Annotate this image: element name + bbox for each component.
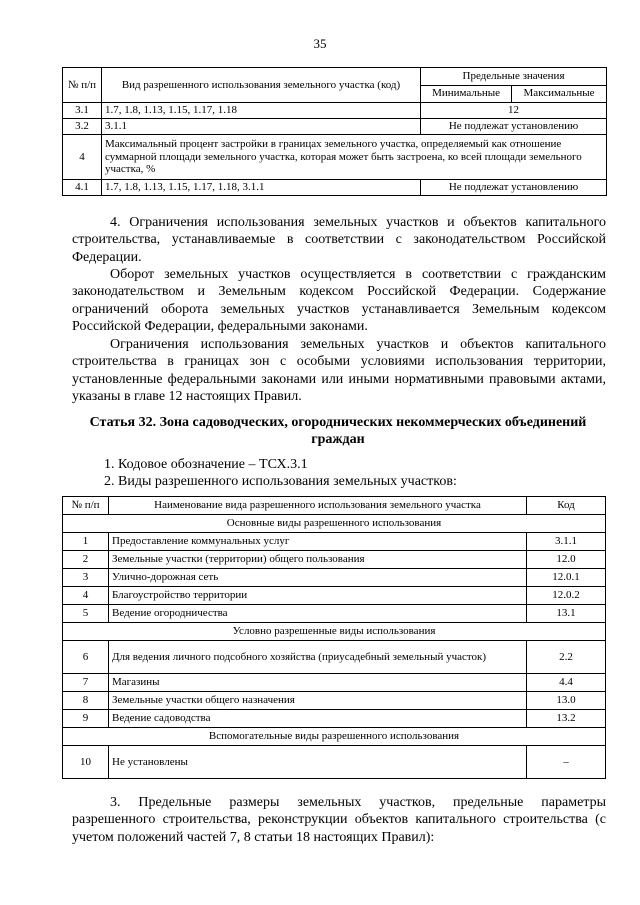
paragraph-turnover: Оборот земельных участков осуществляется в соответствии с гражданским законодательством и Земельным кодексом Российской Федерации. Содержание ограничений оборота земельных участков устанавливается Земельным кодексом Российской Федерации, федеральными законами. [72,267,606,335]
row-value: Не подлежат установлению [421,119,607,135]
row-name: Ведение огородничества [109,605,527,623]
row-type: 3.1.1 [102,119,421,135]
row-type: 1.7, 1.8, 1.13, 1.15, 1.17, 1.18, 3.1.1 [102,180,421,196]
row-num: 5 [63,605,109,623]
row-name: Предоставление коммунальных услуг [109,533,527,551]
row-type: Максимальный процент застройки в границах земельного участка, определяемый как отношение суммарной площади земельного участка, которая может быть застроена, ко всей площади земельного участка, % [102,135,607,180]
row-name: Земельные участки общего назначения [109,692,527,710]
header-type: Вид разрешенного использования земельного участка (код) [102,68,421,103]
row-num: 4 [63,587,109,605]
row-code: 12.0 [527,551,606,569]
table-row [63,692,606,710]
table-row [63,674,606,692]
header-min: Минимальные [421,85,512,103]
row-num: 3.1 [63,103,102,119]
section-title: Вспомогательные виды разрешенного использования [63,728,606,746]
row-name: Магазины [109,674,527,692]
row-type: 1.7, 1.8, 1.13, 1.15, 1.17, 1.18 [102,103,421,119]
row-value: Не подлежат установлению [421,180,607,196]
table-row [63,710,606,728]
row-num: 7 [63,674,109,692]
table-row [63,551,606,569]
table-row [63,135,607,180]
row-name: Благоустройство территории [109,587,527,605]
table-row [63,746,606,779]
section-title: Основные виды разрешенного использования [63,515,606,533]
row-num: 4 [63,135,102,180]
row-code: 13.1 [527,605,606,623]
row-code: 12.0.1 [527,569,606,587]
section-row [63,728,606,746]
header-name: Наименование вида разрешенного использования земельного участка [109,497,527,515]
row-num: 9 [63,710,109,728]
paragraph-limits: 3. Предельные размеры земельных участков, предельные параметры разрешенного строительства, реконструкции объектов капитального строительства (с учетом положений частей 7, 8 статьи 18 настоящих Правил): [72,795,606,845]
list-item: 2. Виды разрешенного использования земельных участков: [104,474,457,489]
row-name: Земельные участки (территории) общего пользования [109,551,527,569]
limits-table [62,67,607,196]
table-header-row [63,68,607,86]
row-value: 12 [421,103,607,119]
table-row [63,587,606,605]
paragraph-zone-restrictions: Ограничения использования земельных участков и объектов капитального строительства в границах зон с особыми условиями использования территории, установленные федеральными законами или иными нормативными правовыми актами, указаны в главе 12 настоящих Правил. [72,337,606,405]
table-header-row [63,497,606,515]
row-num: 4.1 [63,180,102,196]
header-code: Код [527,497,606,515]
row-code: 2.2 [527,641,606,674]
table-row [63,533,606,551]
page-number: 35 [313,36,327,51]
table-row [63,641,606,674]
permitted-uses-table [62,496,606,779]
header-num: № п/п [63,497,109,515]
row-num: 10 [63,746,109,779]
row-num: 6 [63,641,109,674]
row-code: 3.1.1 [527,533,606,551]
table-row [63,180,607,196]
row-code: 4.4 [527,674,606,692]
row-num: 3.2 [63,119,102,135]
section-row [63,623,606,641]
row-code: 12.0.2 [527,587,606,605]
article-title: Статья 32. Зона садоводческих, огороднических некоммерческих объединений граждан [89,415,587,448]
row-name: Улично-дорожная сеть [109,569,527,587]
row-code: – [527,746,606,779]
row-num: 1 [63,533,109,551]
row-name: Не установлены [109,746,527,779]
row-name: Ведение садоводства [109,710,527,728]
list-item: 1. Кодовое обозначение – ТСХ.3.1 [104,457,308,472]
row-code: 13.0 [527,692,606,710]
row-code: 13.2 [527,710,606,728]
header-limits: Предельные значения [421,68,607,86]
table-row [63,605,606,623]
table-row [63,569,606,587]
header-num: № п/п [63,68,102,103]
row-num: 3 [63,569,109,587]
table-row [63,103,607,119]
row-num: 2 [63,551,109,569]
header-max: Максимальные [512,85,607,103]
row-num: 8 [63,692,109,710]
table-row [63,119,607,135]
row-name: Для ведения личного подсобного хозяйства (приусадебный земельный участок) [109,641,527,674]
paragraph-restrictions: 4. Ограничения использования земельных участков и объектов капитального строительства, устанавливаемые в соответствии с законодательством Российской Федерации. [72,215,606,265]
section-row [63,515,606,533]
section-title: Условно разрешенные виды использования [63,623,606,641]
